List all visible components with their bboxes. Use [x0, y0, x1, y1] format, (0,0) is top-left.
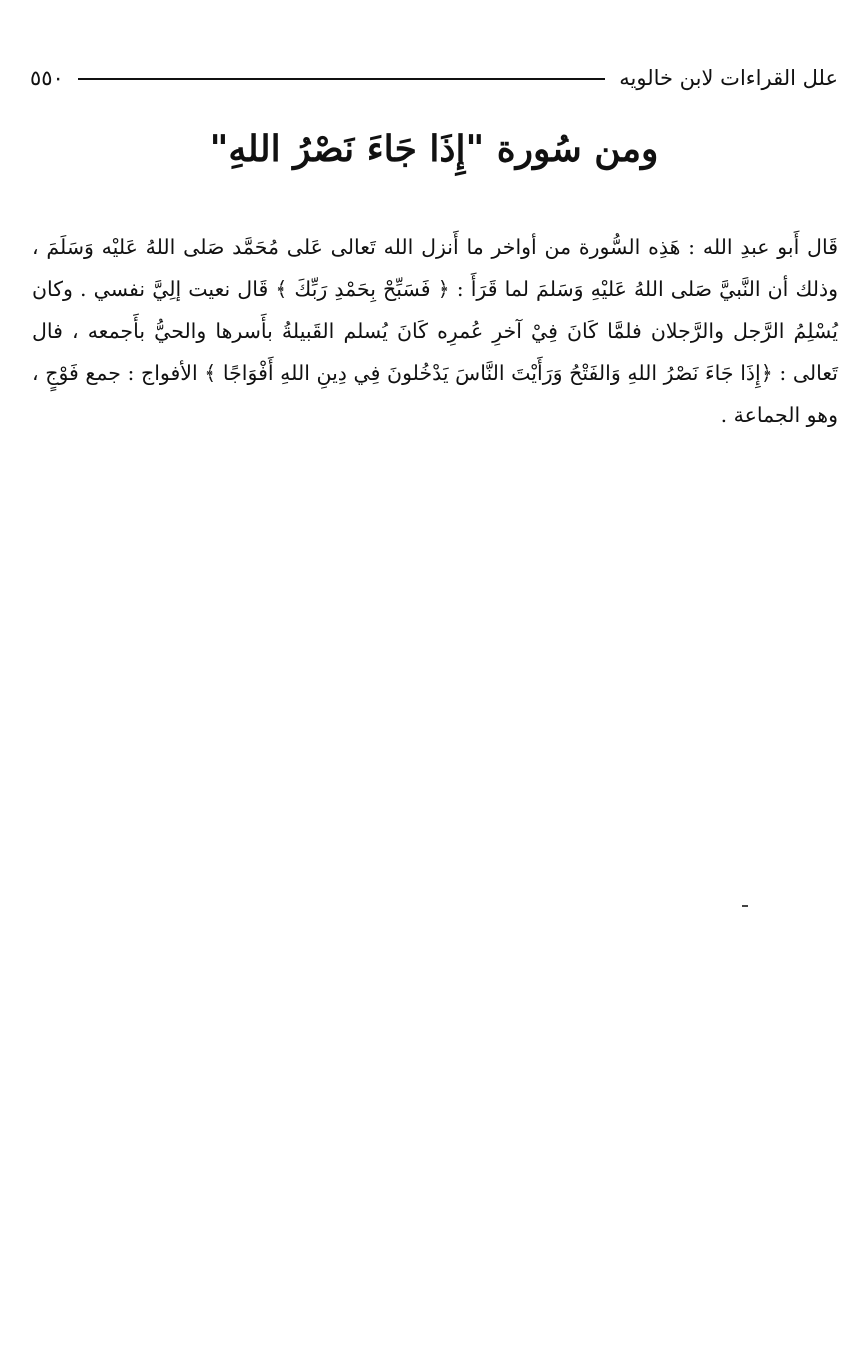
body-paragraph: قَال أَبو عبدِ الله : هَذِه السُّورة من أواخر ما أَنزل الله تَعالى عَلى مُحَمَّد صَلى اللهُ عَليْه وَسَلَمَ ، وذلك أن النَّبيَّ صَلى اللهُ عَليْهِ وَسَلمَ لما قَرَأَ : ﴿ فَسَبِّحْ بِحَمْدِ رَبِّكَ ﴾ قَال نعيت إلِيَّ نفسي . وكان يُسْلِمُ الرَّجل والرَّجلان فلمَّا كَانَ فِيْ آخرِ عُمرِه كَانَ يُسلم القَبيلةُ بأَسرها والحيُّ بأَجمعه ، فال تَعالى : ﴿إِذَا جَاءَ نَصْرُ اللهِ وَالفَتْحُ وَرَأَيْتَ النَّاسَ يَدْخُلونَ فِي دِينِ اللهِ أَفْوَاجًا ﴾ الأفواج : جمع فَوْجٍ ، وهو الجماعة .	[32, 235, 838, 427]
book-title: علل القراءات لابن خالويه	[619, 66, 838, 90]
header-rule	[78, 78, 605, 80]
running-header	[30, 60, 838, 96]
page-number: ٥٥٠	[30, 66, 64, 90]
stray-mark	[742, 905, 748, 907]
surah-title: ومن سُورة "إِذَا جَاءَ نَصْرُ اللهِ"	[209, 128, 659, 170]
